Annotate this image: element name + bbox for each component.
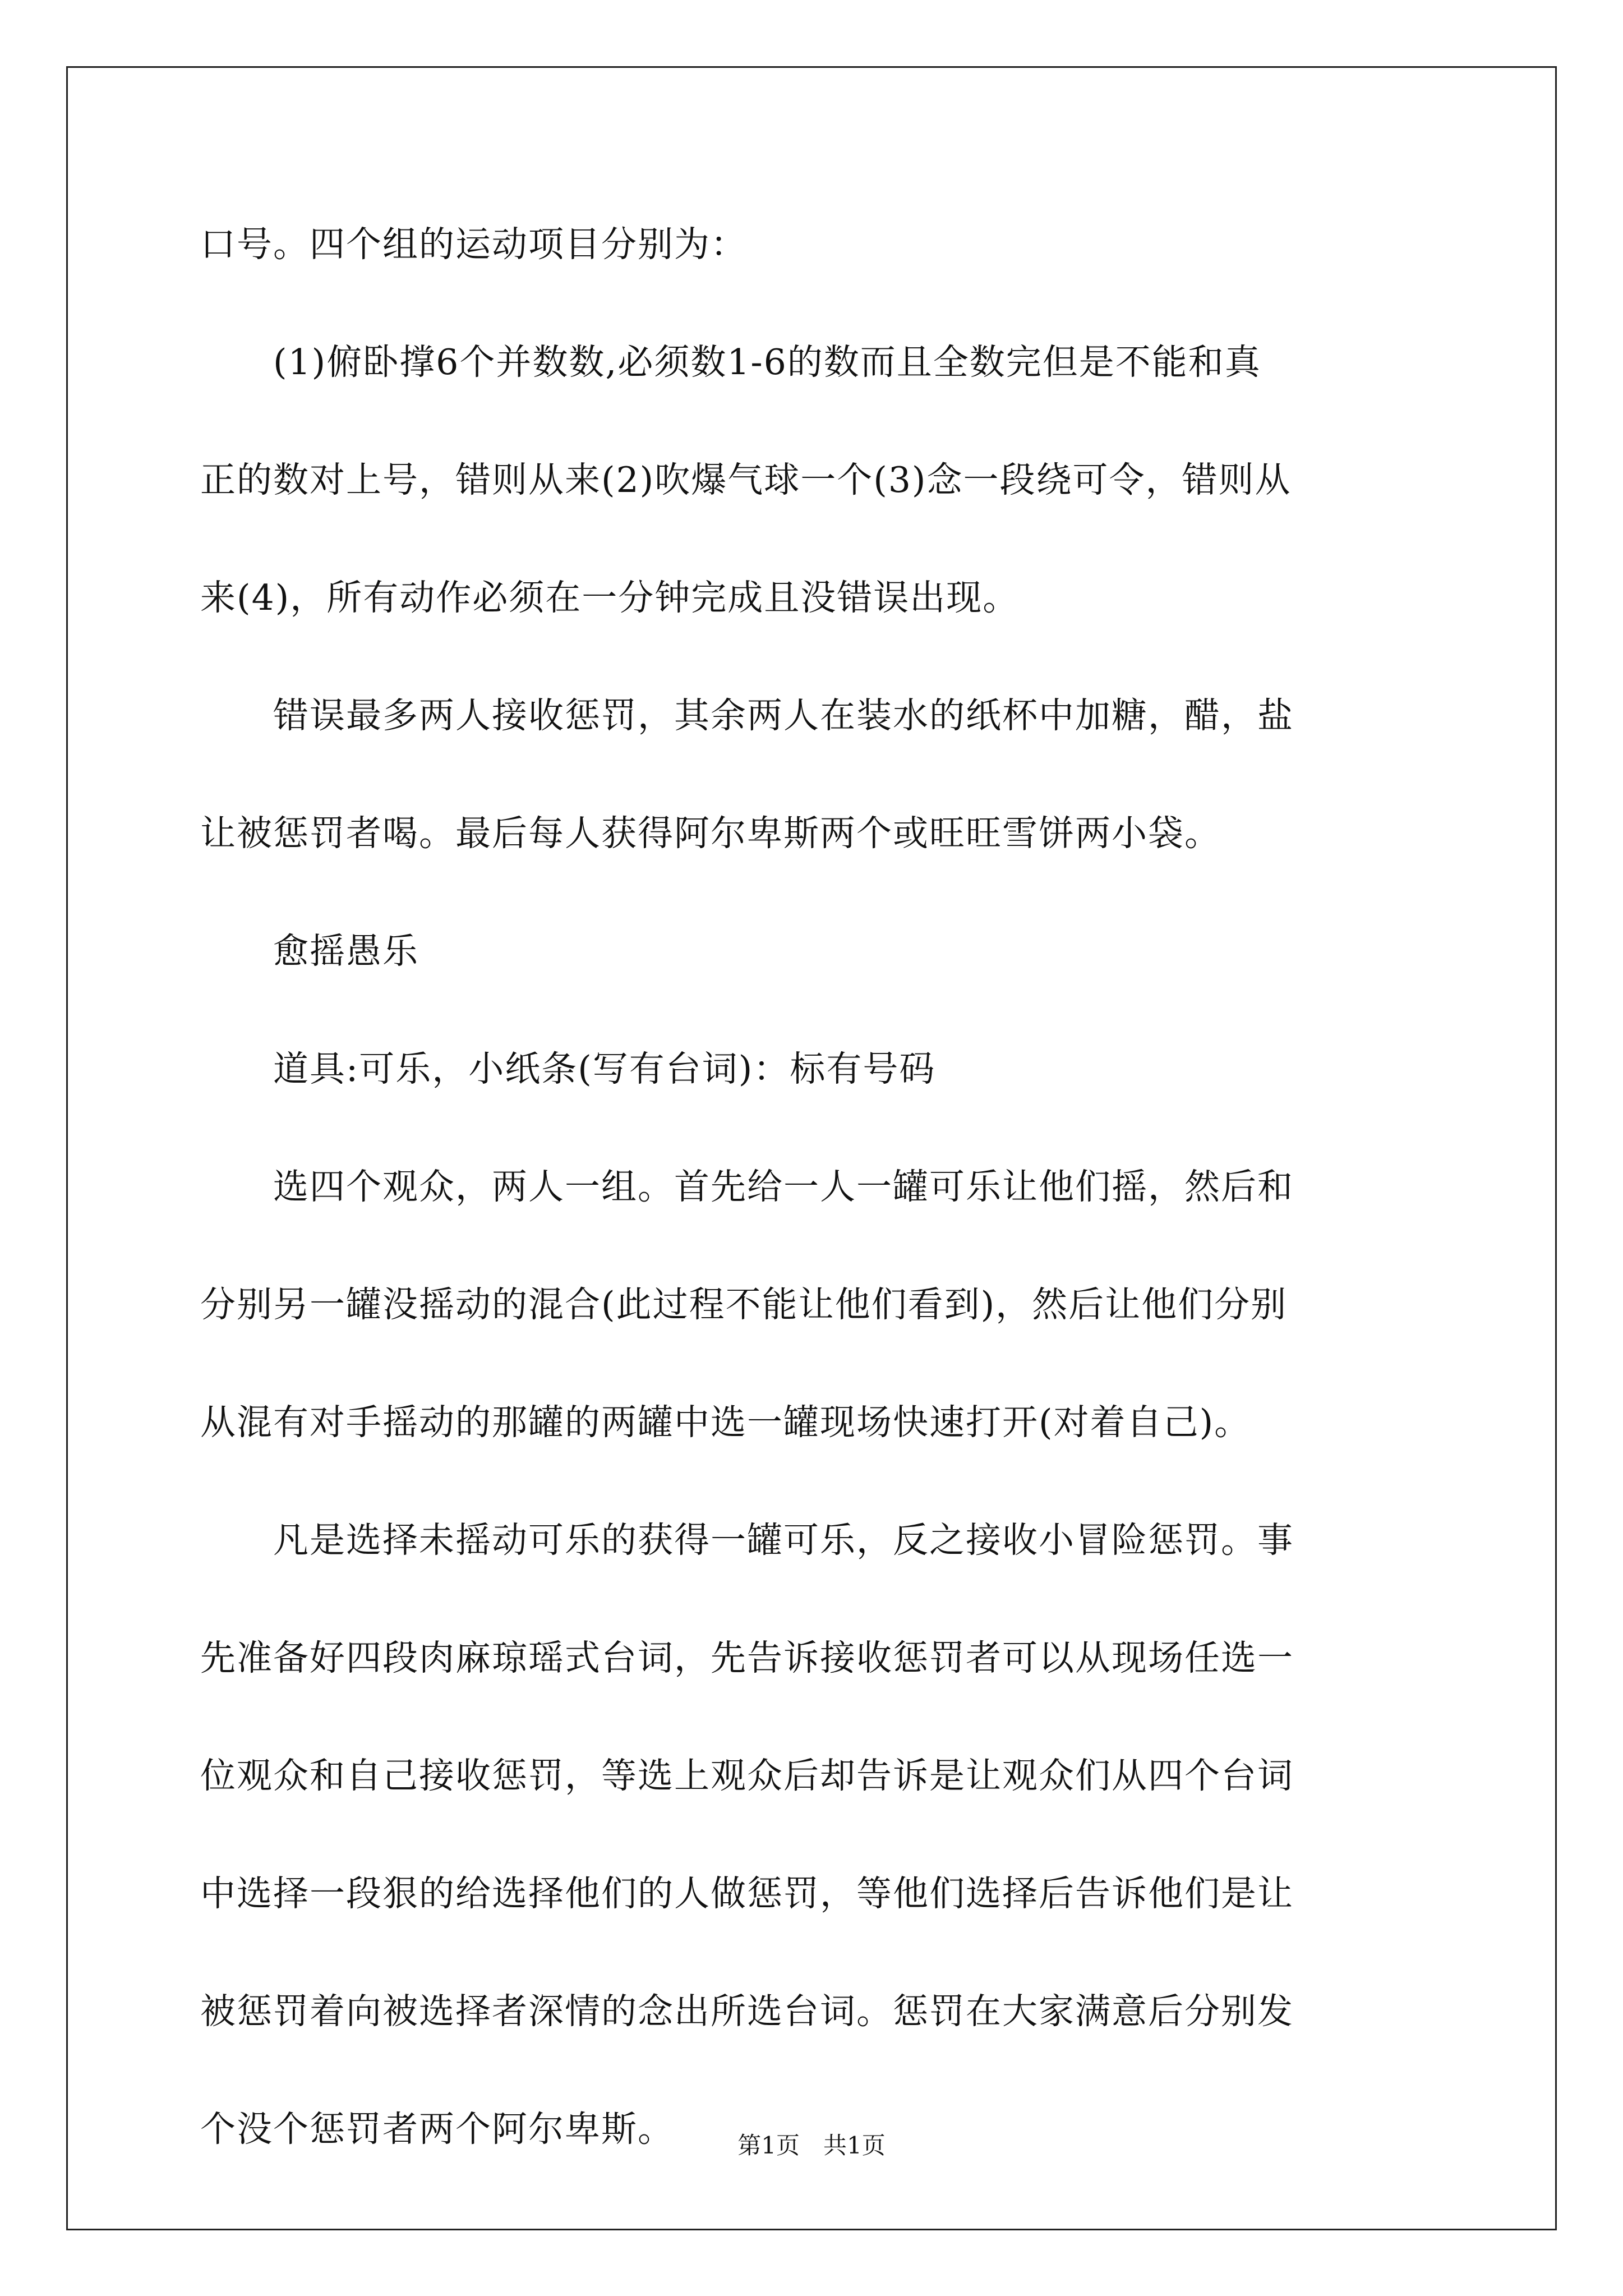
page-footer — [0, 2132, 1623, 2160]
page-number: 第1页 — [737, 2132, 800, 2159]
text-line: 来(4)，所有动作必须在一分钟完成且没错误出现。 — [200, 577, 1020, 618]
section-heading: 愈摇愚乐 — [200, 931, 419, 972]
text-line: (1)俯卧撑6个并数数,必须数1-6的数而且全数完但是不能和真 — [200, 342, 1261, 383]
text-line: 凡是选择未摇动可乐的获得一罐可乐，反之接收小冒险惩罚。事 — [200, 1520, 1294, 1561]
text-line: 分别另一罐没摇动的混合(此过程不能让他们看到)，然后让他们分别 — [200, 1284, 1288, 1325]
text-line: 道具:可乐，小纸条(写有台词)：标有号码 — [200, 1048, 936, 1089]
text-line: 中选择一段狠的给选择他们的人做惩罚，等他们选择后告诉他们是让 — [200, 1873, 1294, 1914]
text-line: 错误最多两人接收惩罚，其余两人在装水的纸杯中加糖，醋，盐 — [200, 695, 1294, 736]
text-line: 先准备好四段肉麻琼瑶式台词，先告诉接收惩罚者可以从现场任选一 — [200, 1637, 1294, 1678]
text-line: 个没个惩罚者两个阿尔卑斯。 — [200, 2109, 674, 2150]
page-total: 共1页 — [823, 2132, 886, 2159]
text-line: 被惩罚着向被选择者深情的念出所选台词。惩罚在大家满意后分别发 — [200, 1991, 1294, 2032]
text-line: 口号。四个组的运动项目分别为： — [200, 224, 747, 265]
text-line: 位观众和自己接收惩罚，等选上观众后却告诉是让观众们从四个台词 — [200, 1755, 1294, 1796]
text-line: 正的数对上号，错则从来(2)吹爆气球一个(3)念一段绕可令，错则从 — [200, 459, 1292, 500]
text-line: 让被惩罚者喝。最后每人获得阿尔卑斯两个或旺旺雪饼两小袋。 — [200, 813, 1221, 854]
text-line: 从混有对手摇动的那罐的两罐中选一罐现场快速打开(对着自己)。 — [200, 1402, 1251, 1443]
text-line: 选四个观众，两人一组。首先给一人一罐可乐让他们摇，然后和 — [200, 1166, 1294, 1207]
